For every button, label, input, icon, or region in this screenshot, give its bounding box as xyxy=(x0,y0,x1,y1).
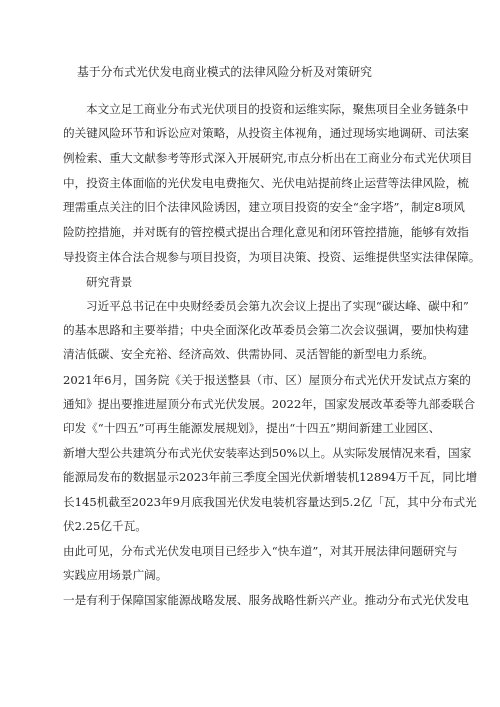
body-line-2: 的基本思路和主要举措；中央全面深化改革委员会第二次会议强调，要加快构建 xyxy=(63,323,469,337)
body-line-4: 2021年6月，国务院《关于报送整县（市、区）屋顶分布式光伏开发试点方案的 xyxy=(63,373,471,387)
abstract-line-6: 险防控措施，并对既有的管控模式提出合理化意见和闭环管控措施，能够有效指 xyxy=(63,225,469,239)
abstract-line-4: 中，投资主体面临的光伏发电电费拖欠、光伏电站提前终止运营等法律风险，梳 xyxy=(63,176,469,190)
body-line-9: 长145机截至2023年9月底我国光伏发电装机容量达到5.2亿「瓦，其中分布式光 xyxy=(63,495,477,509)
body-line-13: 一是有利于保障国家能源战略发展、服务战略性新兴产业。推动分布式光伏发电 xyxy=(63,593,469,607)
body-line-3: 清洁低碳、安全充裕、经济高效、供需协同、灵活智能的新型电力系统。 xyxy=(63,347,435,361)
abstract-line-5: 理需重点关注的旧个法律风险诱因，建立项目投资的安全“金字塔”，制定8项风 xyxy=(63,200,465,214)
abstract-line-3: 例检索、重大文献参考等形式深入开展研究,市点分析出在工商业分布式光伏项目 xyxy=(63,151,473,165)
body-line-7: 新增大型公共建筑分布式光伏安装率达到50%以上。从实际发展情况来看，国家 xyxy=(63,446,472,460)
document-title: 基于分布式光伏发电商业模式的法律风险分析及对策研究 xyxy=(77,65,372,79)
abstract-line-7: 导投资主体合法合规参与项目投资，为项目决策、投资、运维提供坚实法律保障。 xyxy=(63,250,481,264)
body-line-8: 能源局发布的数据显示2023年前三季度全国光伏新增装机12894万千瓦，同比增 xyxy=(63,470,478,484)
abstract-line-2: 的关键风险环节和诉讼应对策略，从投资主体视角，通过现场实地调研、司法案 xyxy=(63,126,469,140)
body-line-12: 实践应用场景广阔。 xyxy=(63,568,168,582)
abstract-line-1: 本文立足工商业分布式光伏项目的投资和运维实际，聚焦项目全业务链条中 xyxy=(86,102,469,116)
section-heading: 研究背景 xyxy=(86,275,133,289)
body-line-5: 通知》提出要推进屋顶分布式光伏发展。2022年，国家发展改革委等九部委联合 xyxy=(63,397,476,411)
body-line-1: 习近平总书记在中央财经委员会第九次会议上提出了实现“碳达峰、碳中和” xyxy=(86,299,469,313)
body-line-10: 伏2.25亿千瓦。 xyxy=(63,519,147,533)
body-line-11: 由此可见，分布式光伏发电项目已经步入“快车道”，对其开展法律问题研究与 xyxy=(63,544,458,558)
body-line-6: 印发《“十四五”可再生能源发展规划》，提出“十四五”期间新建工业园区、 xyxy=(63,421,441,435)
